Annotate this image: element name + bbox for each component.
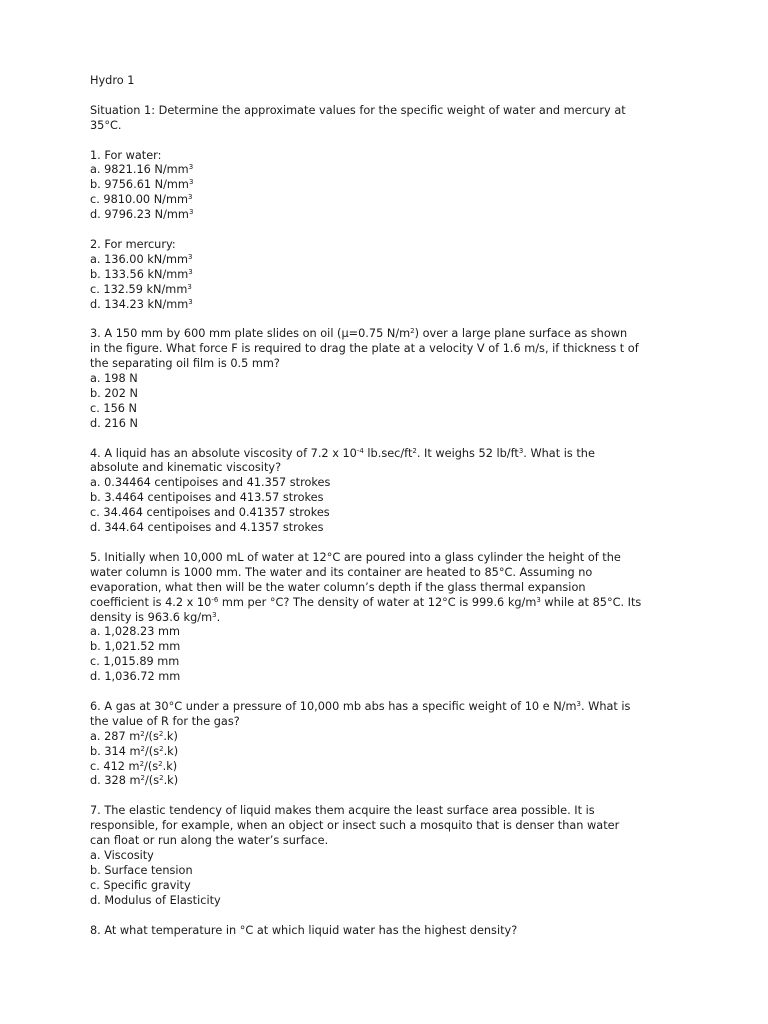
- option-d: d. 1,036.72 mm: [90, 670, 181, 684]
- option-c: c. 132.59 $kN/mm^3$: [90, 282, 192, 296]
- option-a: a. Viscosity: [90, 849, 154, 862]
- option-a: a. 1,028.23 mm: [90, 625, 181, 639]
- question-3: [90, 327, 678, 431]
- question-stem: 7. The elastic tendency of liquid makes them acquire the least surface area possible. It is: [90, 804, 595, 818]
- question-stem: 1. For water:: [90, 148, 162, 162]
- situation-1: [90, 104, 678, 134]
- situation-line: 35°C.: [90, 118, 122, 132]
- situation-line: Situation 1: Determine the approximate values for the specific weight of water and mercury at: [90, 103, 626, 117]
- question-stem: 3. A 150 mm by 600 mm plate slides on oil (μ=0.75 $N/m^2$) over a large plane surface as shown: [90, 327, 628, 341]
- question-5: [90, 551, 678, 685]
- question-8: [90, 924, 678, 939]
- question-stem: 2. For mercury:: [90, 237, 176, 251]
- question-stem: evaporation, what then will be the water column’s depth if the glass thermal expansion: [90, 580, 586, 594]
- option-d: d. 328 $m^2/(s^2.k)$: [90, 774, 179, 788]
- option-a: a. 136.00 $kN/mm^3$: [90, 252, 193, 266]
- question-stem: in the figure. What force F is required to drag the plate at a velocity V of 1.6 m/s, if thickness t of: [90, 342, 639, 356]
- option-a: a. 287 $m^2/(s^2.k)$: [90, 729, 178, 743]
- option-c: c. 156 N: [90, 401, 137, 415]
- option-b: b. 9756.61 $N/mm^3$: [90, 178, 194, 192]
- option-b: b. 314 $m^2/(s^2.k)$: [90, 744, 179, 758]
- question-1: [90, 149, 678, 224]
- question-stem: density is 963.6 $kg/m^3$.: [90, 610, 221, 624]
- question-stem: 8. At what temperature in °C at which liquid water has the highest density?: [90, 923, 518, 937]
- question-stem: the separating oil film is 0.5 mm?: [90, 357, 280, 371]
- option-d: d. 9796.23 $N/mm^3$: [90, 208, 194, 222]
- question-6: [90, 700, 678, 789]
- option-a: a. 0.34464 centipoises and 41.357 strokes: [90, 476, 331, 490]
- option-b: b. 1,021.52 mm: [90, 640, 181, 654]
- option-d: d. 216 N: [90, 416, 138, 430]
- option-b: b. 133.56 $kN/mm^3$: [90, 267, 193, 281]
- option-d: d. 344.64 centipoises and 4.1357 strokes: [90, 521, 324, 535]
- option-c: c. 412 $m^2/(s^2.k)$: [90, 759, 178, 773]
- option-c: c. 9810.00 $N/mm^3$: [90, 193, 193, 207]
- question-stem: can float or run along the water’s surface.: [90, 834, 329, 848]
- option-b: b. 202 N: [90, 386, 138, 400]
- question-stem: absolute and kinematic viscosity?: [90, 461, 282, 475]
- question-2: [90, 238, 678, 313]
- question-stem: 5. Initially when 10,000 mL of water at 12°C are poured into a glass cylinder the height of the: [90, 550, 621, 564]
- question-stem: 4. A liquid has an absolute viscosity of 7.2 x $10^{-4}$ $lb.\sec/ft^2$. It weighs 52 $lb/ft^3$. What is the: [90, 446, 595, 460]
- option-c: c. 34.464 centipoises and 0.41357 strokes: [90, 506, 330, 520]
- question-7: [90, 804, 678, 908]
- question-stem: coefficient is 4.2 x $10^{-6}$ mm per °C? The density of water at 12°C is 999.6 $kg/m^3$ while at 85°C. Its: [90, 595, 642, 609]
- question-stem: water column is 1000 mm. The water and its container are heated to 85°C. Assuming no: [90, 565, 593, 579]
- question-stem: 6. A gas at 30°C under a pressure of 10,000 mb abs has a specific weight of 10 e $N/m^3$. What is: [90, 699, 631, 713]
- option-a: a. 9821.16 $N/mm^3$: [90, 163, 194, 177]
- option-b: b. 3.4464 centipoises and 413.57 strokes: [90, 491, 324, 505]
- question-stem: the value of R for the gas?: [90, 714, 240, 728]
- question-4: [90, 447, 678, 536]
- option-a: a. 198 N: [90, 372, 138, 386]
- option-b: b. Surface tension: [90, 863, 193, 877]
- option-c: c. 1,015.89 mm: [90, 655, 180, 669]
- question-stem: responsible, for example, when an object or insect such a mosquito that is denser than water: [90, 819, 620, 833]
- option-d: d. Modulus of Elasticity: [90, 893, 221, 907]
- option-c: c. Specific gravity: [90, 878, 191, 892]
- document-title: Hydro 1: [90, 74, 135, 87]
- option-d: d. 134.23 $kN/mm^3$: [90, 297, 193, 311]
